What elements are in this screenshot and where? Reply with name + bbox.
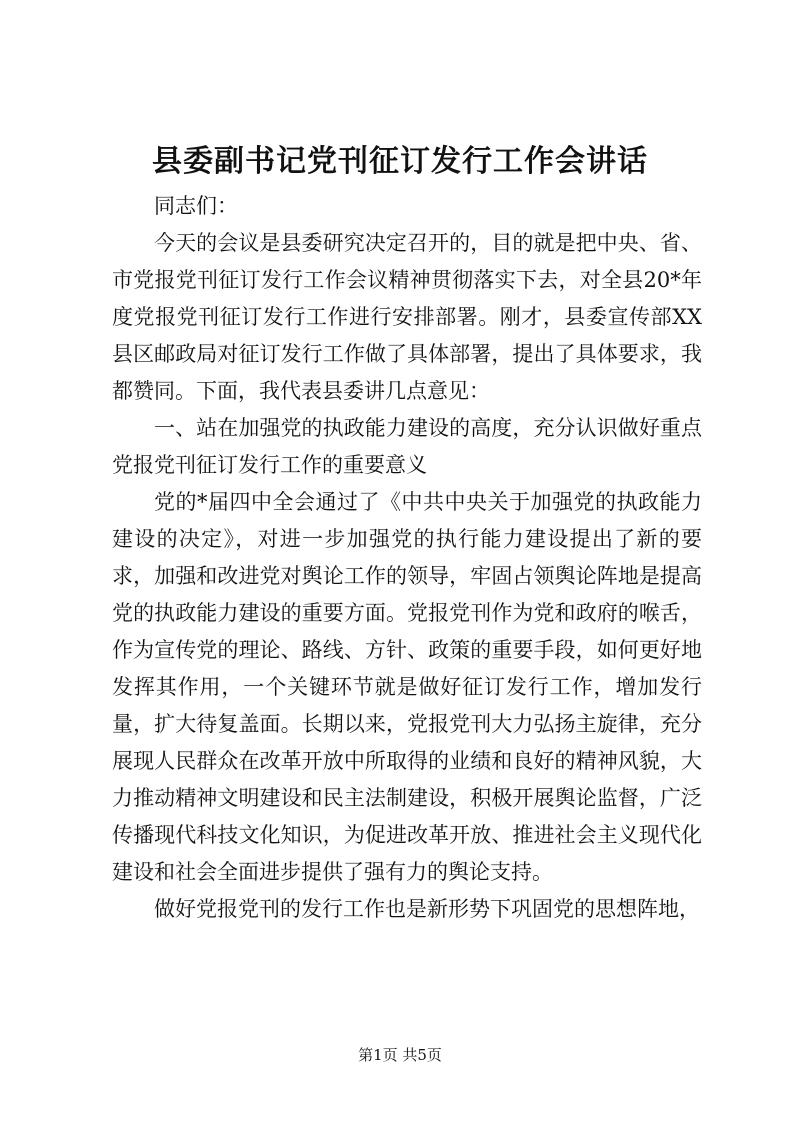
intro-paragraph: 今天的会议是县委研究决定召开的，目的就是把中央、省、市党报党刊征订发行工作会议精神贯彻落实下去，对全县20*年度党报党刊征订发行工作进行安排部署。刚才，县委宣传部XX县区邮政局对征订发行工作做了具体部署，提出了具体要求，我都赞同。下面，我代表县委讲几点意见： bbox=[112, 231, 702, 403]
body-paragraph: 做好党报党刊的发行工作也是新形势下巩固党的思想阵地， bbox=[154, 897, 700, 921]
salutation-paragraph: 同志们： bbox=[154, 194, 238, 218]
section-heading-1: 一、站在加强党的执政能力建设的高度，充分认识做好重点党报党刊征订发行工作的重要意义 bbox=[112, 416, 702, 477]
body-paragraph: 党的*届四中全会通过了《中共中央关于加强党的执政能力建设的决定》，对进一步加强党的执行能力建设提出了新的要求，加强和改进党对舆论工作的领导，牢固占领舆论阵地是提高党的执政能力建设的重要方面。党报党刊作为党和政府的喉舌，作为宣传党的理论、路线、方针、政策的重要手段，如何更好地发挥其作用，一个关键环节就是做好征订发行工作，增加发行量，扩大待复盖面。长期以来，党报党刊大力弘扬主旋律，充分展现人民群众在改革开放中所取得的业绩和良好的精神风貌，大力推动精神文明建设和民主法制建设，积极开展舆论监督，广泛传播现代科技文化知识，为促进改革开放、推进社会主义现代化建设和社会全面进步提供了强有力的舆论支持。 bbox=[112, 490, 702, 884]
document-body bbox=[112, 188, 702, 928]
page-number-footer: 第1页 共5页 bbox=[358, 1046, 442, 1064]
document-title: 县委副书记党刊征订发行工作会讲话 bbox=[152, 144, 648, 179]
